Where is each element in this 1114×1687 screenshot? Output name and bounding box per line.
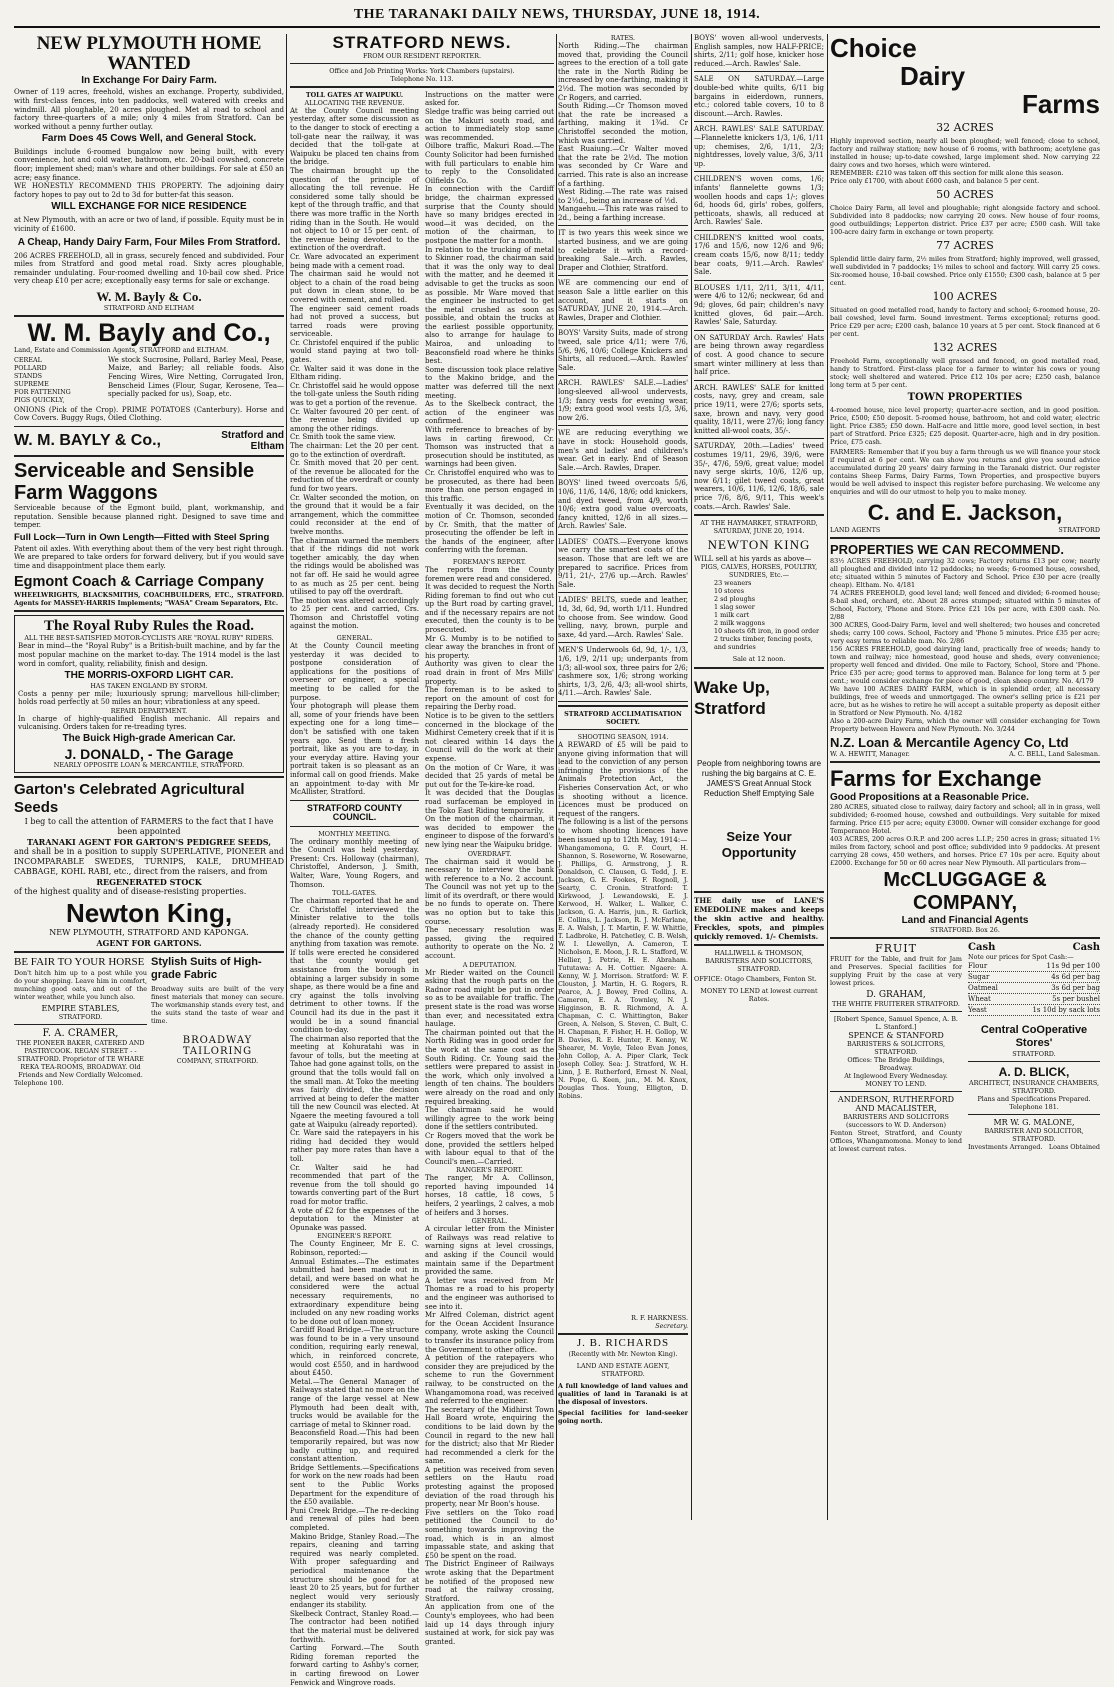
- garton-regen: REGENERATED STOCK: [96, 877, 202, 888]
- cash-row: [968, 994, 1100, 1005]
- article-paragraph: Annual Estimates.—The estimates submitted had been made out in detail, and were based on what he considered were the actual necessary requirements, no extraordinary expenditure being included on any new roading works to be done out of loan money.: [290, 1257, 419, 1326]
- article-paragraph: The chairman: Let the 20 per cent. go to the extinction of overdraft.: [290, 442, 419, 459]
- halliwell-money: MONEY TO LEND at lowest current Rates.: [700, 987, 818, 1004]
- blick-body: Plans and Specifications Prepared. Telephone 181.: [977, 1095, 1091, 1111]
- cash-item: Flour: [968, 962, 988, 970]
- article-paragraph: At the County Council meeting yesterday, after some discussion as to the danger to stock of erecting a toll-gate near the railway, it was decided that the toll-gate at Waipuku be placed ten chains from the bridge.: [290, 106, 419, 167]
- classified-ad: MEN'S Underwools 6d, 9d, 1/-, 1/3, 1/6, 1/9, 2/11 up; underpants from 1/3; all-wool sox, three pairs for 2/6; cashmere sox, 1/6; strong working shirts, 1/3, 2/6, 4/3; all-wool shirts, 4/11.—Arch. Rawles' Sale.: [558, 646, 688, 698]
- a32-heading: 32 ACRES: [936, 121, 994, 134]
- stratford-news-column: [290, 33, 554, 1687]
- article-paragraph: Instructions on the matter were asked for.: [425, 90, 554, 108]
- overdraft-heading: OVERDRAFT.: [467, 849, 512, 858]
- choice-heading: Choice: [830, 33, 917, 63]
- article-paragraph: The secretary of the Midhirst Town Hall Board wrote, enquiring the conditions to be laid down by the Council in regard to the new hall for the district; also that Mr Rieder had recommended a clerk for the same.: [425, 1405, 554, 1466]
- article-paragraph: Cr. Christoffel enquired who was to be prosecuted, as there had been more than one person engaged in this traffic.: [425, 468, 554, 503]
- article-paragraph: Mr Alfred Coleman, district agent for the Ocean Accident Insurance company, wrote asking the Council to transfer its insurance policy from the Government to other office.: [425, 1311, 554, 1354]
- prop-also: Also a 200-acre Dairy Farm, which the owner will consider exchanging for Town Property between Hawera and New Plymouth. No. 3/244: [830, 717, 1100, 733]
- column-3: [558, 34, 688, 1520]
- article-paragraph: Beaconsfield Road.—This had been temporarily repaired, but was now badly cutting up, and required constant attention.: [290, 1429, 419, 1464]
- article-paragraph: The necessary resolution was passed, giving the required authority to operate on the No. 2 account.: [425, 926, 554, 961]
- classified-ad: BLOUSES 1/11, 2/11, 3/11, 4/11, were 4/6 to 12/6; neckwear, 6d and 9d; gloves, 6d pair; children's navy knitted gloves, 6d pair.—Arch. Rawles' Sale, Saturday.: [694, 283, 824, 327]
- article-paragraph: West Riding.—The rate was raised to 2½d., being an increase of ½d.: [558, 188, 688, 205]
- spence-sub: BARRISTERS & SOLICITORS, STRATFORD.: [847, 1040, 945, 1056]
- article-paragraph: Authority was given to clear the road drain in front of Mrs Mills' property.: [425, 660, 554, 686]
- article-paragraph: Sledge traffic was being carried out on the Makuri south road, and action to immediately stop same was recommended.: [425, 108, 554, 142]
- nz-loan-heading: N.Z. Loan & Mercantile Agency Co, Ltd: [830, 735, 1069, 750]
- cereal-item: POLLARD: [14, 363, 47, 372]
- monthly-heading: MONTHLY MEETING.: [318, 829, 391, 838]
- town-body: 4-roomed house, nice level property; quarter-acre section, and in good position. Price, £500; £50 deposit. 5-roomed house, bathroom, hot and cold water, electric light. Price £385; £50 down. Half-acre and little more, good level section, in best part of Stratford. Price £325; £25 deposit. Quarter-acre, high and in dry position. Price, £75 cash.: [830, 406, 1100, 446]
- exchange-title: WILL EXCHANGE FOR NICE RESIDENCE: [51, 201, 247, 213]
- bayly3-side: Stratford and Eltham: [221, 430, 284, 453]
- nk-body: WILL sell at his yards as above—: [694, 554, 812, 563]
- garton-title: Garton's Celebrated Agricultural Seeds: [14, 781, 245, 817]
- a132-heading: 132 ACRES: [932, 341, 998, 354]
- classified-ad: CHILDREN'S woven coms, 1/6; infants' flannelette gowns 1/3; woollen hoods and caps 1/-; gloves 6d, hoods 6d, girls' robes, golfers, petticoats, shawls, all reduced at Arch. Rawles' Sale.: [694, 175, 824, 227]
- article-paragraph: As to the Skelbeck contract, the action of the engineer was confirmed.: [425, 400, 554, 426]
- cash-row: [968, 1005, 1100, 1016]
- farmers-body: FARMERS: Remember that if you buy a farm through us we will finance your stock if required at 6 per cent. We can show you returns and give you sound advice accumulated during 20 years' dairy farming in the Taranaki district. Our register contains Sheep Farms, Dairy Farms, Town Properties, and prospective buyers would be well advised to inspect this register before purchasing. We welcome any enquiries and will do our utmost to help you to make money.: [830, 448, 1100, 496]
- article-paragraph: The chairman reported that he and Cr. Christoffel interviewed the Minister relative to the tolls (already reported). He considered the chance of the county getting anything from taxation was remote. If tolls were erected he considered that the county would get assistance from the borough in obtaining a larger subsidy in some shape, as there would be a fine and cry against the tolls involving detriment to other towns. If the Council had its due in the past it would be in a sound financial condition to-day.: [290, 897, 419, 1035]
- cash-price: 5s per bushel: [1052, 995, 1100, 1003]
- classified-ad: ARCH. RAWLES' SALE SATURDAY.—Flannelette knickers 1/3, 1/6, 1/11 up; chemises, 2/6, 1/11, 2/3; nightdresses, lovely value, 3/6, 3/11 up.: [694, 125, 824, 168]
- ruby-sub: ALL THE BEST-SATISFIED MOTOR-CYCLISTS ARE "ROYAL RUBY" RIDERS.: [24, 634, 274, 643]
- a32-body: Highly improved section, nearly all been ploughed; well fenced; close to school, factory and railway station; new house of 6 rooms, with bathroom; acetylene gas installed in house; up-to-date cowshed, large implement shed. Now carrying 22 dairy cows and two horses, which were wintered.: [830, 137, 1100, 169]
- cereal-item: CEREAL: [14, 355, 42, 364]
- column-rule: [827, 34, 828, 1520]
- article-paragraph: Cr. Christoffel said he would oppose the toll-gate unless the South riding was to get a portion of the revenue.: [290, 381, 419, 408]
- cash-item: Sugar: [968, 973, 990, 981]
- bayly3-heading: W. M. BAYLY & Co.,: [14, 432, 161, 450]
- broadway-sub: COMPANY, STRATFORD.: [176, 1056, 259, 1065]
- stratford-news-sub: FROM OUR RESIDENT REPORTER.: [362, 51, 482, 60]
- ranger-heading: RANGER'S REPORT.: [456, 1166, 523, 1175]
- column-4: [694, 34, 824, 1520]
- a100-body: Situated on good metalled road, handy to factory and school; 6-roomed house, 20-bail cowshed, level farm. Sound investment. Terms exceptional; returns good. Price £29 per acre; £200 cash, balance 10 years at 5 per cent. Stock financed at 6 per cent.: [830, 306, 1100, 338]
- classified-ad: CHILDREN'S knitted wool coats, 17/6 and 15/6, now 12/6 and 9/6; cream coats 15/6, now 8/11; teddy bear coats, 9/11.—Arch. Rawles' Sale.: [694, 233, 824, 277]
- stratford-news-title: STRATFORD NEWS.: [332, 33, 512, 52]
- cash-heading-left: Cash: [968, 942, 996, 953]
- article-paragraph: North Riding.—The chairman moved that, providing the Council agrees to the erection of a toll gate the rate in the North Riding be increased by one-farthing, making it 2½d. The motion was seconded by Cr Rogers, and carried.: [558, 42, 688, 102]
- richards-heading: J. B. RICHARDS: [576, 1337, 670, 1350]
- prop-156: 156 ACRES FREEHOLD, good dairying land, practically free of weeds; handy to town and railway; nice homestead, good house and sheds, every convenience; property well fenced and divided. One mile to Factory, School, Store and 'Phone. Price £35 per acre; good terms to approved man. Balance for long term at 5 per cent.; would consider exchange for piece of good, clean sheep country. No. 4/179: [830, 645, 1100, 685]
- wake-up-heading: Wake Up, Stratford: [694, 678, 770, 719]
- article-paragraph: Makino Bridge, Stanley Road.—The repairs, cleaning and tarring required was nearly completed. With proper safeguarding and periodical maintenance the structure should be good for at least 20 to 25 years, but for further neglect would very seriously endanger its stability.: [290, 1532, 419, 1610]
- prop-403: 403 ACRES, 200 acres O.R.P. and 200 acres L.I.P.; 250 acres in grass; situated 1½ miles from factory, school and post office; subdivided into 9 paddocks. At present carrying 28 cows, 450 wethers, and horses. Price £7 10s per acre. Equity about £2000. Exchange for 50 or 60 acres near New Plymouth. All particulars from—: [830, 835, 1100, 867]
- cash-row: [968, 983, 1100, 994]
- column-5: [830, 34, 1100, 1520]
- prop-83: 83½ ACRES FREEHOLD, carrying 32 cows; Factory returns £13 per cow; nearly all ploughed and divided into 12 paddocks; no weeds; 6-roomed house, cowshed, etc; situated within 5 minutes of Factory and School. Price £30 per acre (really cheap). Eltham. No. 4/181: [830, 557, 1100, 589]
- cash-price: 1s 10d by sack lots: [1032, 1006, 1100, 1014]
- haymarket-heading: AT THE HAYMARKET, STRATFORD,: [700, 519, 818, 528]
- article-paragraph: Cr. Walter favoured 20 per cent. of the revenue being divided up among the other ridings.: [290, 407, 419, 433]
- article-paragraph: On the motion of Cr Ware, it was decided that 25 yards of metal be put out for the Te-kire-ke road.: [425, 763, 554, 789]
- article-paragraph: The ranger, Mr A. Collinson, reported having impounded 14 horses, 18 cattle, 18 cows, 5 heifers, 2 yearlings, 2 calves, a mob of heifers and 3 horses.: [425, 1174, 554, 1217]
- rates-heading: RATES.: [610, 34, 636, 42]
- classified-ad: BOYS' lined tweed overcoats 5/6, 10/6, 11/6, 14/6, 18/6; odd knickers, and dyed tweed, from 4/9, worth 10/6; extra good value overcoats, fancy knitted, 12/6 in all sizes.—Arch. Rawles' Sale.: [558, 479, 688, 531]
- land-estate: LAND AND ESTATE AGENT,: [576, 1361, 670, 1370]
- stratford-tel: Telephone No. 113.: [390, 74, 454, 83]
- bayly-signature-sub: STRATFORD AND ELTHAM: [103, 303, 195, 312]
- land-estate-sub: STRATFORD.: [601, 1369, 645, 1378]
- article-paragraph: Whangamomona, G. F. Court, H. Shannon, S. Roseworne, W. Rosewarne, J. Phillips, G. Armstrong, J. R. Donaldson, C. Clausen, G. Tedd, J. E. Jackson, G. E. Fookes, F. Rognoll, J. Searty, C. Cronin. Stratford: T. Kirkwood, J. Lewandowski, E. J. Kerwood, H. Walker, L. Walker, C. Jackson, G. A. Harris, jun., R. Garlick, E. Collins, L. Jackson, R. J. McFarlane, E. A. Walsh, J. T. Martin, F. W. Whittle, T. Ladbroke, H. Patchetley, C. B. Welsh, W. I. Llewellyn, A. Cameron, T. Nicholson, E. Moon, J. R. L. Stafford, W. Hellier, J. Petrie, H. E. Abraham. Tututawa: A. H. Cottier. Ngaere: A. Kenny, W. J. Morrison. Stratford: W. F. Clouston, J. Martin, H. G. Rogers, R. Pearce, A. J. Bowey, Fred Collins, A. Cameron, E. A. Townley, N. J. Higginson, B. R. Richmond, A. A. Chapman, C. C. Whittington, Baker Green, A. Nelson, S. Steven, C. Bult, C. H. Chapman, F. Fisher, H. H. Gollop, W. B. Davies, R. E. Hunter, F. Kenny, W. Shearer, M. Voyle, Teleo Evan Jones, John Collop, A. A. Piper Clark, Teck Joseph Colley. Sea: J. Stratford, W. H. Linn, J. E. Rutherford, Ernest N. Neal, N. Pope, G. Keen, jun., M. M. Knox, Douglas Thos. Young, Elligton, D. Robins.: [558, 844, 688, 1101]
- cash-row: [968, 972, 1100, 983]
- repair-body: In charge of highly-qualified English mechanic. All repairs and vulcanising. Orders taken for re-treading tyres.: [18, 714, 280, 732]
- article-paragraph: A letter was received from Mr Thomas re a road to his property and the engineer was authorised to see into it.: [425, 1276, 554, 1311]
- cash-item: Yeast: [968, 1006, 987, 1014]
- classified-ad: SATURDAY, 20th.—Ladies' tweed costumes 19/11, 29/6, 39/6, were 35/-, 47/6, 59/6, great value; model navy serge skirts, 10/6, 12/6 up, now 6/11; gilet tweed coats, great wearers, 10/6, 11/6, 12/6, 18/6, sale price 7/6, 8/6, 9/11, This week's coats.—Arch. Rawles' Sale.: [694, 442, 824, 511]
- cereal-item: SUPREME: [14, 379, 49, 388]
- sale-item: PIGS, CALVES, HORSES, POULTRY, SUNDRIES, Etc.—: [700, 563, 818, 580]
- shooting-secretary: Secretary.: [655, 1322, 688, 1331]
- sale-item: 1 milk cart: [714, 611, 750, 620]
- article-paragraph: The foreman is to be asked to report on the amount of cost for repairing the Derby road.: [425, 686, 554, 712]
- empire-heading: EMPIRE STABLES,: [41, 1003, 120, 1013]
- jackson-land: LAND AGENTS: [830, 526, 881, 534]
- sale-item: 23 weaners: [714, 579, 752, 588]
- exchange-body: at New Plymouth, with an acre or two of land, if possible. Equity must be in vicinity of £1600.: [14, 215, 284, 233]
- general-heading: GENERAL.: [336, 634, 373, 643]
- column-1: [14, 34, 284, 1520]
- article-paragraph: Mr Rieder waited on the Council asking that the rough parts on the Radnor road might be put in order so as to be available for traffic. The present state is the road was worse than ever, and necessitated extra haulage.: [425, 968, 554, 1029]
- article-paragraph: Cr. Walter said he had recommended that part of the revenue from the toll should go towards converting part of the Burt road for motor traffic.: [290, 1163, 419, 1206]
- article-paragraph: The chairman warned the members that if the ridings did not work together amicably, the day when the ridings would be abolished was not far off. He said he would agree to as much as 25 per cent. being utilised to pay off the overdraft.: [290, 536, 419, 597]
- anderson-heading: ANDERSON, RUTHERFORD AND MACALISTER,: [837, 1095, 955, 1113]
- home-wanted-body: Owner of 119 acres, freehold, wishes an exchange. Property, subdivided, with first-class fences, into ten paddocks, well watered with creeks and windmill. All ploughable, 20 acres ploughed. Met al road to school and factory three-quarters of a mile; only 4 miles from Stratford. Can be worked without a penny further outlay.: [14, 88, 284, 131]
- deputation-heading: A DEPUTATION.: [462, 960, 517, 969]
- article-paragraph: Metal.—The General Manager of Railways stated that no more on the range of the large vessel at New Plymouth had been dealt with, trucks would be available for the carriage of metal to Skinner road.: [290, 1377, 419, 1429]
- fruit-body: FRUIT for the Table, and fruit for Jam and Preserves. Special facilities for supplying Fruit by the case at very lowest prices.: [830, 955, 962, 987]
- article-paragraph: With reference to breaches of by-laws in carting firewood, Cr. Thomson was instructed that a prosecution should be instituted, as warnings had been given.: [425, 426, 554, 469]
- cash-item: Oatmeal: [968, 984, 998, 992]
- acclim-heading: STRATFORD ACCLIMATISATION SOCIETY.: [564, 709, 682, 726]
- town-heading: TOWN PROPERTIES: [907, 392, 1023, 403]
- article-paragraph: It was decided that the Douglas road surfaceman be employed in the Toko East Riding temporarily.: [425, 789, 554, 815]
- ruby-title: The Royal Ruby Rules the Road.: [43, 617, 255, 634]
- fx-heading: Farms for Exchange: [830, 766, 1042, 791]
- graham-sub: THE WHITE FRUITERER STRATFORD.: [832, 1000, 960, 1008]
- halliwell-heading: HALLIWELL & THOMSON,: [714, 949, 804, 958]
- spence-offices: Offices: The Bridge Buildings, Broadway.: [847, 1056, 945, 1072]
- article-paragraph: A circular letter from the Minister of Railways was read relative to warning signs at level crossings, and asking if the Council would maintain same if the Department provided the same.: [425, 1225, 554, 1277]
- a77-body: Splendid little dairy farm, 2½ miles from Stratford; highly improved, well grassed, well subdivided in 7 paddocks; 1½ miles to school and factory. Will carry 25 cows. Six-roomed house, 10-bail cowshed. Price only £1550; £300 cash, balance at 5 per cent.: [830, 255, 1100, 287]
- article-paragraph: In relation to the trucking of metal to Skinner road, the chairman said that it was the only way to deal with the matter, and he deemed it advisable to get the trucks as soon as possible. Mr Ware moved that the engineer be instructed to get the metal crushed as soon as possible, and obtain the trucks at the earliest possible opportunity, also to arrange for haulage to Mairoa, and unloading to Beaconsfield road where he thinks best.: [425, 245, 554, 366]
- cash-item: Wheat: [968, 995, 991, 1003]
- garton-body-2: and shall be in a position to supply SUPERLATIVE, PIONEER and INCOMPARABLE SWEDES, TURNIPS, KALE, DRUMHEAD CABBAGE, KOHL RABI, etc., direct from the raisers, and from: [14, 847, 284, 877]
- nz-salesman: A. C. BELL, Land Salesman.: [1009, 750, 1100, 758]
- article-paragraph: An application from one of the County's employees, who had been laid up 14 days through injury sustained at work, for sick pay was granted.: [425, 1603, 554, 1646]
- prop-74: 74 ACRES FREEHOLD, good level land; well fenced and divided; 6-roomed house; 8-bail shed, orchard, etc. About 28 acres stumped; situated within 5 minutes of School, Factory, 'Phone and Store. Price £21 10s per acre, with £300 cash. No. 2/88: [830, 589, 1100, 621]
- classified-ad: SALE ON SATURDAY.—Large double-bed white quilts, 6/11 big bargains in eiderdown, runners, etc.; colored table covers, 10 to 8 discount.—Arch. Rawles.: [694, 75, 824, 118]
- a32-price: Price only £1700, with about £600 cash, and balance 5 per cent.: [830, 177, 1040, 185]
- lanes-ad: THE daily use of LANE'S EMEDOLINE makes and keeps the skin active and healthy. Freckles, spots, and pimples quickly removed. 1/- Chemists.: [694, 896, 824, 942]
- article-paragraph: The following is a list of the persons to whom shooting licences have been issued up to 12th May, 1914:—: [558, 818, 688, 844]
- tollgates-heading: TOLL GATES AT WAIPUKU.: [305, 90, 404, 99]
- sale-item: 2 milk waggons: [714, 619, 765, 628]
- article-paragraph: A petition of the ratepayers who consider they are prejudiced by the scheme to run the Government railway, to be constructed on the Whangamomona road, was received and referred to the engineer.: [425, 1354, 554, 1406]
- prop-280: 280 ACRES, situated close to railway, dairy factory and school; all in in grass, well subdivided; 6-roomed house, cowshed and outbuildings. Very suitable for mixed farming. Price £15 per acre; equity £3000. Owner will consider exchange for good Temperance Hotel.: [830, 803, 1100, 835]
- cramer-body: THE PIONEER BAKER, CATERED AND PASTRYCOOK. REGAN STREET - - STRATFORD. Proprietor of TE WHARE REKA TEA-ROOMS, BROADWAY. Old Friends and New Cordially Welcomed.: [16, 1038, 145, 1079]
- classified-ad: WE are commencing our end of season Sale a little earlier on this account, and it starts on SATURDAY, JUNE 20, 1914.—Arch. Rawles, Draper and Clothier.: [558, 279, 688, 322]
- garton-agent: TARANAKI AGENT FOR GARTON'S PEDIGREE SEEDS,: [26, 837, 272, 848]
- seize-heading: Seize Your Opportunity: [721, 829, 797, 861]
- spence-names: [Robert Spence, Samuel Spence, A. B. L. Stanford.]: [834, 1015, 958, 1031]
- classified-ad: ARCH. RAWLES' SALE.—Ladies' long-sleeved all-wool undervests, 1/3; fancy vests for evening wear, 1/9; extra good wool vests 1/3, 3/6, now 2/6.: [558, 379, 688, 422]
- article-paragraph: Cr. Ware advocated an experiment being made with a cement road.: [290, 252, 419, 270]
- home-wanted-sub: In Exchange For Dairy Farm.: [81, 74, 217, 86]
- cash-intro: Note our prices for Spot Cash:—: [968, 953, 1074, 961]
- classified-ad: ON SATURDAY Arch. Rawles' Hats are being thrown away regardless of cost. A good chance to secure smart winter millinery at less than half price.: [694, 333, 824, 377]
- spence-heading: SPENCE & STANFORD: [848, 1031, 944, 1040]
- article-paragraph: The District Engineer of Railways wrote asking that the Department be notified of the proposed new road at the railway crossing, Stratford.: [425, 1560, 554, 1603]
- malone-investments: Investments Arranged.: [968, 1143, 1043, 1151]
- sale-item: 2 sd ploughs: [714, 595, 756, 604]
- article-paragraph: East Ruaiung.—Cr Walter moved that the rate be 2½d. The motion was seconded by Cr Ware and carried. This rate is also an increase of a farthing.: [558, 145, 688, 188]
- befair-title: BE FAIR TO YOUR HORSE: [14, 955, 145, 968]
- article-paragraph: Mangaehu.—This rate was raised to 2d., being a farthing increase.: [558, 205, 688, 222]
- garton-body-1: I beg to call the attention of FARMERS to the fact that I have been appointed: [24, 817, 274, 837]
- donald-sub: NEARLY OPPOSITE LOAN & MERCANTILE, STRATFORD.: [53, 761, 245, 770]
- egmont-sub: WHEELWRIGHTS, BLACKSMITHS, COACHBUILDERS, ETC., STRATFORD. Agents for MASSEY-HARRIS Implements; "WASA" Cream Separators, Etc.: [14, 590, 284, 607]
- bayly-big-heading: W. M. Bayly and Co.,: [27, 318, 271, 347]
- broadway-heading: BROADWAY TAILORING: [182, 1034, 253, 1057]
- morris-title: THE MORRIS-OXFORD LIGHT CAR.: [64, 670, 234, 682]
- richards-sub: (Recently with Mr. Newton King).: [568, 1349, 678, 1358]
- council-heading: STRATFORD COUNTY COUNCIL.: [306, 802, 403, 823]
- cash-price: 4s 6d per bag: [1051, 973, 1100, 981]
- article-paragraph: Cr. Smith moved that 20 per cent. of the revenue be allocated for the reduction of the overdraft or county fund for two years.: [290, 459, 419, 493]
- article-paragraph: Cr. Walter seconded the motion, on the ground that it would be a fair arrangement, which the committee could reconsider at the end of twelve months.: [290, 493, 419, 536]
- cereal-item: PIGS QUICKLY,: [14, 395, 65, 404]
- morris-sub: HAS TAKEN ENGLAND BY STORM.: [90, 681, 208, 690]
- jackson-heading: C. and E. Jackson,: [867, 500, 1063, 525]
- classified-ad: BOYS' Varsity Suits, made of strong tweed, sale price 4/11; were 7/6, 5/6, 9/6, 10/6; College Knickers and Shirts, all reduced.—Arch. Rawles' Sale.: [558, 329, 688, 372]
- article-paragraph: Skelbeck Contract, Stanley Road.—The contractor had been notified that the material must be delivered forthwith.: [290, 1609, 419, 1644]
- malone-sub: BARRISTER AND SOLICITOR, STRATFORD.: [984, 1127, 1084, 1143]
- dairy-heading: Dairy: [900, 61, 966, 91]
- sale-item: 2 trucks timber, fencing posts, and sundries: [714, 635, 813, 652]
- article-paragraph: The County Engineer, Mr E. C. Robinson, reported:—: [290, 1240, 419, 1257]
- article-paragraph: A REWARD of £5 will be paid to anyone giving information that will lead to the conviction of any person infringing the provisions of the Animals Protection Act, the Fisheries Conservation Act, or who is shooting without a licence. Licences must be produced on request of the rangers.: [558, 740, 688, 818]
- cows-body: Buildings include 6-roomed bungalow now being built, with every convenience, hot and cold water, bathroom, etc. 20-bail cowshed, concrete floor; implement shed; man's whare and other buildings. For sale at £50 an acre; easy finance.: [14, 147, 284, 182]
- cash-row: [968, 961, 1100, 972]
- sale-item: 10 stores: [714, 587, 744, 596]
- mccluggage-sub: Land and Financial Agents: [901, 915, 1029, 926]
- newton-sub: NEW PLYMOUTH, STRATFORD AND KAPONGA.: [49, 927, 249, 937]
- wake-up-body: People from neighboring towns are rushing the big bargains at C. E. JAMES'S Great Annual Stock Reduction Shelf Emptying Sale: [696, 759, 822, 799]
- article-paragraph: Five settlers on the Toko road petitioned the Council to do something towards improving the road, which is in an almost impassable state, and asking that £50 be spent on the road.: [425, 1508, 554, 1560]
- bayly-signature: W. M. Bayly & Co.: [96, 288, 202, 304]
- article-paragraph: On the motion of the chairman, it was decided to empower the engineer to dispose of the forward's new lying near the Waipuku bridge.: [425, 815, 554, 849]
- article-paragraph: Notice is to be given to the settlers concerned in the blockage of the Midhirst Cemetery creek that if it is not cleared within 14 days the Council will do the work at their expense.: [425, 712, 554, 763]
- prop-have: We have 100 ACRES DAIRY FARM, which is in splendid order, all necessary buildings, free of weeds and unmortgaged. The owner's selling price is £21 per acre, but as he wishes to retire he will accept a suitable property as deposit either in Stratford or New Plymouth. No. 4/182: [830, 685, 1100, 717]
- cramer-tel: Telephone 100.: [14, 1078, 64, 1087]
- mccluggage-heading: McCLUGGAGE & COMPANY,: [883, 869, 1047, 914]
- donald-heading: J. DONALD, - The Garage: [64, 745, 234, 762]
- cramer-heading: F. A. CRAMER,: [42, 1027, 119, 1039]
- buick-heading: The Buick High-grade American Car.: [62, 733, 236, 745]
- morris-body: Costs a penny per mile; luxuriously sprung; marvellous hill-climber; holds road perfectly at 50 miles an hour; vibrationless at any speed.: [18, 689, 280, 707]
- article-paragraph: Bridge Settlements.—Specifications for work on the new roads had been sent to the Public Works Department for the expenditure of the £50 available.: [290, 1463, 419, 1507]
- classified-ad: LADIES' BELTS, suede and leather, 1d, 3d, 6d, 9d, worth 1/11. Hundred to choose from. See window. Good velling, navy, brown, purple and saxe, 4d yard.—Arch. Rawles' Sale.: [558, 596, 688, 639]
- article-paragraph: The chairman also reported that the meeting at Kohuratahi was in favour of tolls, but the meeting at Tahoe had gone against tolls, on the ground that the tolls would fall on the small man. At Toko the meeting was fairly divided, the decision arrived at being to defer the matter till the new Council was elected. At Ngaere the meeting favoured a toll gate at Waipuku (already reported).: [290, 1034, 419, 1129]
- spence-inglewood: At Inglewood Every Wednesday.: [844, 1072, 948, 1080]
- sale-item: 1 slag sower: [714, 603, 755, 612]
- masthead: THE TARANAKI DAILY NEWS, THURSDAY, JUNE 18, 1914.: [14, 2, 1100, 28]
- egmont-heading: Egmont Coach & Carriage Company: [14, 573, 264, 590]
- a132-body: Freehold Farm, exceptionally well grassed and fenced, on good metalled road, handy to Stratford. First-class place for a farmer to winter his cows or young stock; well sheltered and watered. Price £12 10s per acre; £250 cash, balance long term at 5 per cent.: [830, 357, 1100, 389]
- cereal-list: [14, 356, 104, 404]
- article-paragraph: A vote of £2 for the expenses of the deputation to the Minister at Opunake was passed.: [290, 1206, 419, 1232]
- newton-agent: AGENT FOR GARTONS.: [96, 937, 202, 948]
- article-paragraph: The chairman said he would not object to a chain of the road being put down in clean stone, to be covered with cement, and rolled.: [290, 270, 419, 304]
- empire-sub: STRATFORD.: [58, 1012, 103, 1021]
- cows-title: Farm Does 45 Cows Well, and General Stock.: [41, 133, 257, 145]
- anderson-body: Fenton Street, Stratford, and County Offices, Whangamomona. Money to lend at lowest current rates.: [830, 1129, 962, 1153]
- central-sub: STRATFORD.: [1012, 1050, 1056, 1058]
- jackson-stratford: STRATFORD: [1058, 526, 1100, 534]
- befair-body: Don't hitch him up to a post while you do your shopping. Leave him in comfort, munching good oats, and out of the winter weather, while you lunch also.: [14, 968, 147, 1001]
- cheap-farm-title: A Cheap, Handy Dairy Farm, Four Miles From Stratford.: [17, 237, 281, 249]
- richards-body: A full knowledge of land values and qualities of land in Taranaki is at the disposal of investors.: [558, 1381, 688, 1406]
- waggons-body: Serviceable because of the Egmont build, plant, workmanship, and reputation. Sensible because planned right. Designed to save time and temper.: [14, 504, 284, 530]
- article-paragraph: Cr. Ware said the ratepayers in his riding had decided they would rather pay more rates than have a toll.: [290, 1129, 419, 1163]
- blick-sub: ARCHITECT, INSURANCE CHAMBERS, STRATFORD.: [968, 1079, 1100, 1095]
- article-paragraph: The chairman pointed out that the North Riding was in good order for the work at the same cost as the South Riding. Cr. Young said the settlers were prepared to assist in the work, which only involved a length of ten chains. The boulders were already on the road and only required breaking.: [425, 1028, 554, 1106]
- stylish-body: Broadway suits are built of the very finest materials that money can secure. The workmanship stands every test, and the suits stand the taste of wear and time.: [151, 984, 284, 1025]
- article-paragraph: Mr G. Mumby is to be notified to clear away the branches in front of his property.: [425, 634, 554, 660]
- stratford-office: Office and Job Printing Works: York Chambers (upstairs).: [329, 66, 515, 75]
- haymarket-date: SATURDAY, JUNE 20, 1914.: [713, 527, 805, 536]
- tollgates2-heading: TOLL-GATES.: [332, 889, 377, 898]
- article-paragraph: A petition was received from seven settlers on the Hautu road protesting against the proposed deviation of the road through his property, near Mr Boon's house.: [425, 1465, 554, 1509]
- onions-line: ONIONS (Pick of the Crop). PRIME POTATOES (Canterbury). Horse and Cow Covers. Buggy Rugs, Oiled Clothing.: [14, 405, 284, 423]
- fullock-body: Patent oil axles. With everything about them of the very best right through. We are prepared to take orders for forward delivery, but if you would save time and disappointment place them early.: [14, 544, 284, 571]
- malone-heading: MR W. G. MALONE,: [993, 1118, 1075, 1127]
- central-heading: Central CoOperative Stores': [980, 1024, 1088, 1049]
- ruby-body: Bear in mind—the "Royal Ruby" is a British-built machine, and by far the most popular machine on the market to-day. The 1914 model is the last word in comfort, quality, reliability, finish and design.: [18, 642, 280, 668]
- cereal-body: We stock Sucrosine, Pollard, Barley Meal, Pease, Maize, and Barley; all reliable foods. Also Fencing Wires, Wire Netting, Corrugated Iron, Benscheid Limes (Flour, Sugar, Kerosene, Tea—specially packed for us), Soap, etc.: [108, 355, 284, 399]
- article-paragraph: Cr Rogers moved that the work be done, provided the settlers helped with labour equal to that of the Council's men.—Carried.: [425, 1131, 554, 1166]
- cereal-item: FOR FATTENING: [14, 387, 71, 396]
- alloc-heading: ALLOCATING THE REVENUE.: [304, 98, 405, 107]
- home-wanted-title: NEW PLYMOUTH HOME WANTED: [36, 33, 262, 74]
- cows-body-2: WE HONESTLY RECOMMEND THIS PROPERTY. The adjoining dairy factory hopes to pay out to 2d to 3d for butter-fat this season.: [14, 182, 284, 199]
- newton-king-heading: Newton King,: [65, 898, 233, 929]
- article-paragraph: South Riding.—Cr Thomson moved that the rate be increased a farthing, making it 1¾d. Cr Christoffel seconded the motion, which was carried.: [558, 102, 688, 145]
- a50-body: Choice Dairy Farm, all level and ploughable; right alongside factory and school. Subdivided into 8 paddocks; now carrying 20 cows. New house of four rooms, good outbuildings; Lepperton district. Price £37 per acre; £500 cash. Will take 100-acre dairy farm in exchange or town property.: [830, 204, 1100, 236]
- halliwell-sub: BARRISTERS AND SOLICITORS, STRATFORD.: [705, 957, 813, 974]
- richards-body-2: Special facilities for land-seeker going north.: [558, 1408, 688, 1425]
- article-paragraph: The chairman said he would willingly agree to the work being done if the settlers contributed.: [425, 1106, 554, 1132]
- classified-ad: LADIES' COATS.—Everyone knows we carry the smartest coats of the season. Those that are left we are prepared to sacrifice. Prices from 9/11, 21/-, 27/6 up.—Arch. Rawles' Sale.: [558, 537, 688, 589]
- article-paragraph: Some discussion took place relative to the Makino bridge, and the matter was deferred till the next meeting.: [425, 365, 554, 400]
- graham-heading: D. GRAHAM,: [866, 990, 926, 1000]
- classified-ad: BOYS' woven all-wool undervests, English samples, now HALF-PRICE; shirts, 2/11; golf hose, knicker hose reduced.—Arch. Rawles' Sale.: [694, 34, 824, 68]
- article-paragraph: Eventually it was decided, on the motion of Cr. Thomson, seconded by Cr. Smith, that the matter of prosecuting the offender be left in the hands of the engineer, after conferring with the foreman.: [425, 503, 554, 555]
- mccluggage-addr: STRATFORD. Box 26.: [930, 926, 1000, 934]
- cash-price: 11s 9d per 100: [1046, 962, 1100, 970]
- a32-remember: REMEMBER: £210 was taken off this section for milk alone this season.: [830, 169, 1064, 177]
- article-paragraph: Cr. Smith took the same view.: [290, 433, 396, 442]
- bayly-line: Land, Estate and Commission Agents, STRATFORD and ELTHAM.: [14, 345, 229, 354]
- cereal-item: STANDS: [14, 371, 42, 380]
- article-paragraph: It was decided to request the North Riding foreman to find out who cut up the Burt road by carting gravel, and if the necessary repairs are not executed, then the county is to be prosecuted.: [425, 583, 554, 635]
- article-paragraph: The reports from the County foremen were read and considered.: [425, 565, 554, 583]
- foreman-heading: FOREMAN'S REPORT.: [452, 557, 527, 566]
- article-paragraph: Oilbore traffic, Makuri Road.—The County Solicitor had been furnished with full particulars to enable him to reply to the Consolidated Oilfields Co.: [425, 142, 554, 185]
- engineer-heading: ENGINEER'S REPORT.: [317, 1232, 392, 1241]
- article-paragraph: Puni Creek Bridge.—The re-decking and renewal of piles had been completed.: [290, 1506, 419, 1532]
- a50-heading: 50 ACRES: [936, 188, 994, 201]
- cash-price: 3s 6d per bag: [1051, 984, 1100, 992]
- waggons-title: Serviceable and Sensible Farm Waggons: [14, 460, 255, 505]
- article-paragraph: Cardiff Road Bridge.—The structure was found to be in a very unsound condition, requiring early renewal, which, in reinforced concrete, would cost £550, and in hardwood about £450.: [290, 1326, 419, 1378]
- anderson-sub: BARRISTERS AND SOLICITORS (successors to W. D. Anderson): [843, 1113, 949, 1129]
- column-rule: [286, 34, 287, 1520]
- classified-ad: ARCH. RAWLES' SALE for knitted costs, navy, grey and cream, sale price 19/11, were 27/6; sports sets, saxe, brown and navy, very good quality, 18/11, were 27/6; long fancy knitted all-wool coats, 35/-.: [694, 383, 824, 435]
- prop-300: 300 ACRES, Good-Dairy Farm, level and well sheltered; two houses and concreted sheds; carry 100 cows. School, Factory and 'Phone 5 minutes. Price £35 per acre; very easy terms to reliable man. No. 2/86: [830, 621, 1100, 645]
- props-heading: PROPERTIES WE CAN RECOMMEND.: [830, 542, 1065, 557]
- repair-heading: REPAIR DEPARTMENT.: [110, 706, 188, 715]
- fullock-heading: Full Lock—Turn in Own Length—Fitted with Steel Spring: [14, 531, 270, 543]
- nz-manager: W. A. HEWITT, Manager.: [830, 750, 910, 758]
- farms-heading: Farms: [1021, 89, 1100, 119]
- article-paragraph: The ordinary monthly meeting of the Council was held yesterday. Present: Crs. Holloway (chairman), Christoffel, Anderson, J. Smith, Walter, Ware, Young Rogers, and Thomson.: [290, 837, 419, 889]
- nk-sale-time: Sale at 12 noon.: [732, 655, 786, 664]
- article-paragraph: Your photograph will please them all, some of your friends have been expecting one for a long time—don't be satisfied with one taken years ago. Send them a fresh portrait, like as you are to-day, in your everyday attire. Having your portrait taken is so pleasant as an informal call on good friends. Make an appointment to-day with Mr McAllister, Stratford.: [290, 702, 419, 797]
- shooting-signature: R. F. HARKNESS.: [631, 1314, 688, 1323]
- article-paragraph: Cr. Walter said it was done in the Eltham riding.: [290, 364, 419, 382]
- article-paragraph: The engineer said cement roads had not proved a success, but tarred roads were proving serviceable.: [290, 304, 419, 339]
- a100-heading: 100 ACRES: [932, 290, 998, 303]
- a77-heading: 77 ACRES: [936, 239, 994, 252]
- article-paragraph: In connection with the Cardiff bridge, the chairman expressed surprise that the County should have so many bridges erected in wood—it was decided, on the motion of the chairman, to postpone the matter for a month.: [425, 185, 554, 245]
- column-rule: [691, 34, 692, 1520]
- article-paragraph: The motion was altered accordingly to 25 per cent. and carried, Crs. Thomson and Christoffel voting against the motion.: [290, 596, 419, 631]
- article-paragraph: The chairman said it would be necessary to interview the bank with reference to a No. 2 account. The Council was not yet up to the limit of its overdraft, or there would be no funds to operate on. There was no option but to take this course.: [425, 857, 554, 926]
- article-paragraph: Cr. Christofel enquired if the public would stand paying at two toll-gates.: [290, 338, 419, 365]
- article-paragraph: The chairman brought up the question of the principle of allocating the toll revenue. He considered some tally should be kept of the through traffic, and that there was more traffic in the North riding than in the South. He would not object to 10 or 15 per cent. of the revenue being devoted to the extinction of the overdraft.: [290, 167, 419, 253]
- fx-sub: Good Propositions at a Reasonable Price.: [830, 792, 1029, 803]
- halliwell-office: OFFICE: Otago Chambers, Fenton St.: [694, 975, 817, 984]
- article-paragraph: Carting Forward.—The South Riding foreman reported the forward carting to Ashby's corner, in carting firewood on Lower Fenwick and Wingrove roads.: [290, 1644, 419, 1687]
- classified-ad: WE are reducing everything we have in stock: Household goods, men's and ladies' and children's wear. Get in early. End of Season Sale.—Arch. Rawles, Draper.: [558, 429, 688, 472]
- cash-heading-right: Cash: [1072, 942, 1100, 953]
- garton-body-3: of the highest quality and of disease-resisting properties.: [14, 887, 247, 897]
- column-rule: [556, 34, 557, 1520]
- shooting-heading: SHOOTING SEASON, 1914.: [577, 732, 669, 741]
- sale-item: 10 sheets 6ft iron, in good order: [714, 627, 820, 636]
- general2-heading: GENERAL.: [471, 1217, 508, 1226]
- cheap-farm-body: 206 ACRES FREEHOLD, all in grass, securely fenced and subdivided. Four miles from Stratford and good metal road. Sixty acres ploughable, remainder undulating. Four-roomed dwelling and 10-bail cow shed. Price very cheap £10 per acre; exceptionally easy terms for sale or exchange.: [14, 251, 284, 286]
- fruit-heading: FRUIT: [875, 942, 917, 955]
- blick-heading: A. D. BLICK,: [998, 1065, 1070, 1079]
- malone-loans: Loans Obtained: [1048, 1143, 1100, 1151]
- classified-ad: IT is two years this week since we started business, and we are going to celebrate it with a record-breaking Sale.—Arch. Rawles, Draper and Clothier, Stratford.: [558, 229, 688, 272]
- article-paragraph: At the County Council meeting yesterday it was decided to postpone consideration of applications for the positions of overseer or engineer, a special meeting to be called for the purpose.: [290, 642, 419, 702]
- spence-money: MONEY TO LEND.: [865, 1080, 927, 1088]
- stylish-title: Stylish Suits of High-grade Fabric: [151, 955, 262, 981]
- nk-heading: NEWTON KING: [707, 537, 811, 553]
